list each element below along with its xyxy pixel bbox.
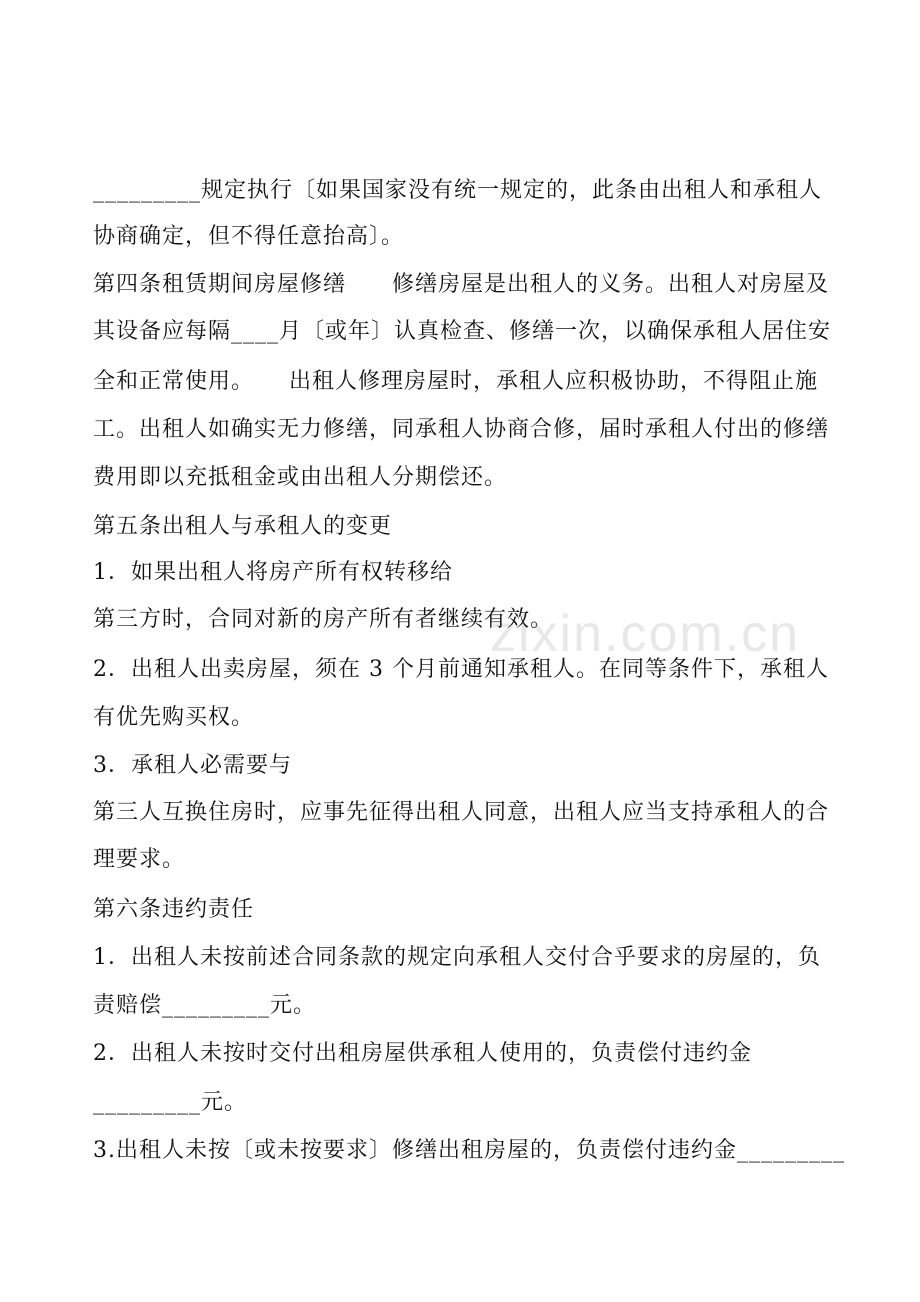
text-line-11: 2．出租人出卖房屋，须在 3 个月前通知承租人。在同等条件下，承租人	[93, 657, 829, 682]
text-line-3: 第四条租赁期间房屋修缮 修缮房屋是出租人的义务。出租人对房屋及	[93, 272, 830, 297]
section-heading-5: 第五条出租人与承租人的变更	[93, 514, 393, 539]
text-line-9: 1．如果出租人将房产所有权转移给	[93, 560, 453, 585]
text-line-7: 费用即以充抵租金或由出租人分期偿还。	[93, 465, 508, 490]
section-heading-6: 第六条违约责任	[93, 897, 255, 922]
text-line-12: 有优先购买权。	[93, 705, 255, 730]
text-line-1: _________规定执行〔如果国家没有统一规定的，此条由出租人和承租人	[93, 178, 823, 203]
text-line-13: 3．承租人必需要与	[93, 753, 292, 778]
watermark: zixin.com.cn	[490, 605, 801, 663]
text-line-4: 其设备应每隔____月〔或年〕认真检查、修缮一次，以确保承租人居住安	[93, 319, 832, 344]
text-line-2: 协商确定，但不得任意抬高〕。	[93, 224, 405, 249]
text-line-15: 理要求。	[93, 847, 186, 872]
text-line-10: 第三方时，合同对新的房产所有者继续有效。	[93, 607, 554, 632]
text-line-21: 3.出租人未按〔或未按要求〕修缮出租房屋的，负责偿付违约金_________	[93, 1138, 845, 1163]
text-line-19: 2．出租人未按时交付出租房屋供承租人使用的，负责偿付违约金	[93, 1041, 752, 1066]
text-line-14: 第三人互换住房时，应事先征得出租人同意，出租人应当支持承租人的合	[93, 800, 830, 825]
text-line-18: 责赔偿_________元。	[93, 993, 317, 1018]
text-line-5: 全和正常使用。 出租人修理房屋时，承租人应积极协助，不得阻止施	[93, 369, 819, 394]
text-line-17: 1．出租人未按前述合同条款的规定向承租人交付合乎要求的房屋的，负	[93, 945, 821, 970]
text-line-20: _________元。	[93, 1090, 248, 1115]
text-line-6: 工。出租人如确实无力修缮，同承租人协商合修，届时承租人付出的修缮	[93, 417, 830, 442]
